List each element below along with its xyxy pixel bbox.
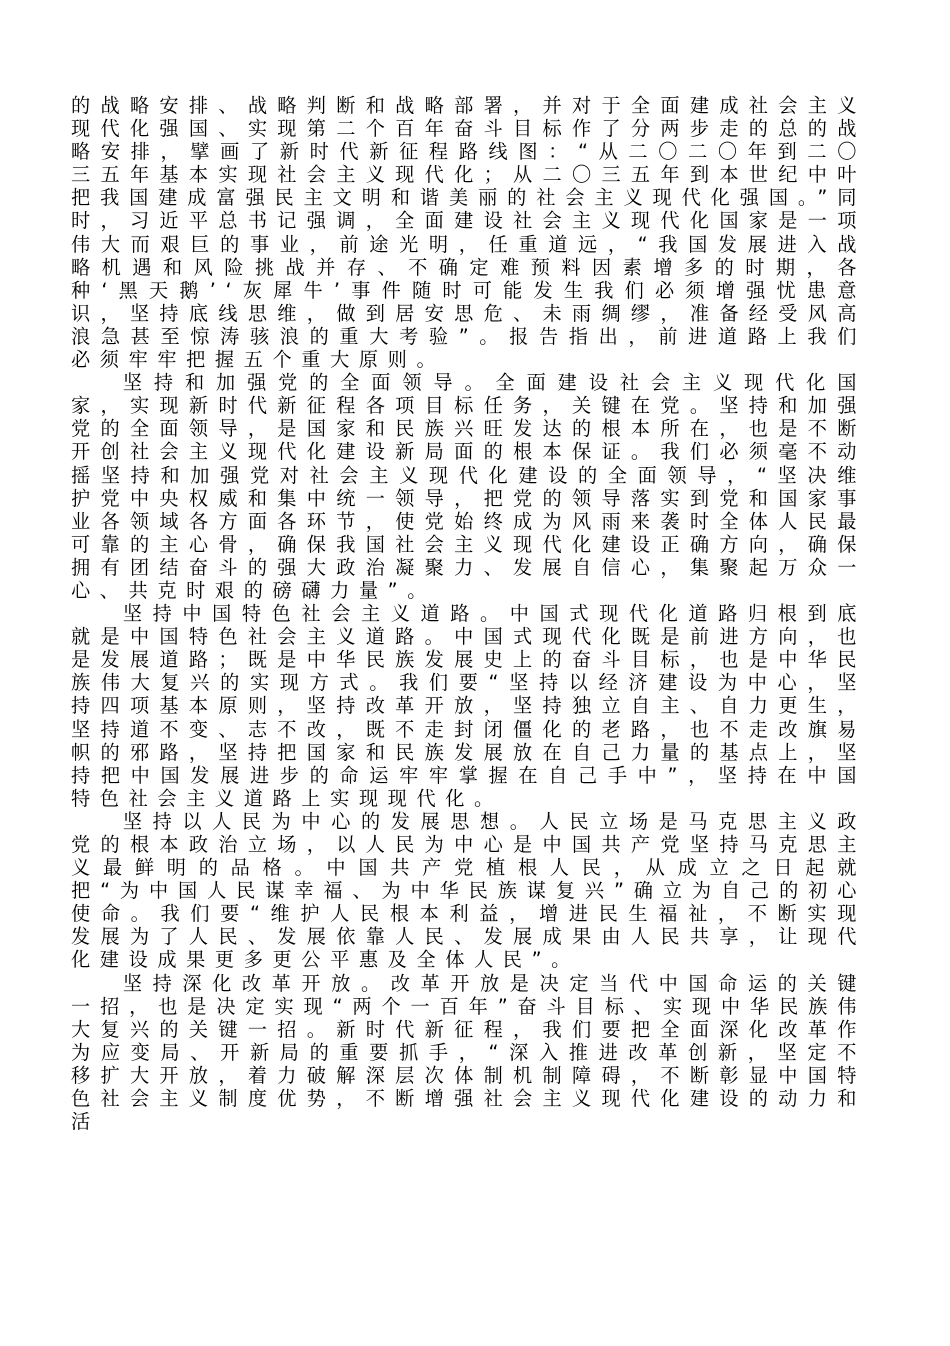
paragraph-socialist-road: 坚持中国特色社会主义道路。中国式现代化道路归根到底就是中国特色社会主义道路。中国式现代化既是前进方向，也是发展道路；既是中华民族发展史上的奋斗目标，也是中华民族伟大复兴的实现方式。我们要“坚持以经济建设为中心，坚持四项基本原则，坚持改革开放，坚持独立自主、自力更生，坚持道不变、志不改，既不走封闭僵化的老路，也不走改旗易帜的邪路，坚持把国家和民族发展放在自己力量的基点上，坚持把中国发展进步的命运牢牢掌握在自己手中”，坚持在中国特色社会主义道路上实现现代化。	[71, 602, 866, 810]
paragraph-strategic-arrangement: 的战略安排、战略判断和战略部署，并对于全面建成社会主义现代化强国、实现第二个百年奋斗目标作了分两步走的总的战略安排，擘画了新时代新征程路线图：“从二〇二〇年到二〇三五年基本实现社会主义现代化；从二〇三五年到本世纪中叶把我国建成富强民主文明和谐美丽的社会主义现代化强国。”同时，习近平总书记强调，全面建设社会主义现代化国家是一项伟大而艰巨的事业，前途光明，任重道远，“我国发展进入战略机遇和风险挑战并存、不确定难预料因素增多的时期，各种‘黑天鹅’‘灰犀牛’事件随时可能发生我们必须增强忧患意识，坚持底线思维，做到居安思危、未雨绸缪，准备经受风高浪急甚至惊涛骇浪的重大考验”。报告指出，前进道路上我们必须牢牢把握五个重大原则。	[71, 94, 866, 372]
paragraph-people-centered: 坚持以人民为中心的发展思想。人民立场是马克思主义政党的根本政治立场，以人民为中心是中国共产党坚持马克思主义最鲜明的品格。中国共产党植根人民，从成立之日起就把“为中国人民谋幸福、为中华民族谋复兴”确立为自己的初心使命。我们要“维护人民根本利益，增进民生福祉，不断实现发展为了人民、发展依靠人民、发展成果由人民共享，让现代化建设成果更多更公平惠及全体人民”。	[71, 809, 866, 972]
paragraph-party-leadership: 坚持和加强党的全面领导。全面建设社会主义现代化国家，实现新时代新征程各项目标任务，关键在党。坚持和加强党的全面领导，是国家和民族兴旺发达的根本所在，也是不断开创社会主义现代化建设新局面的根本保证。我们必须毫不动摇坚持和加强党对社会主义现代化建设的全面领导，“坚决维护党中央权威和集中统一领导，把党的领导落实到党和国家事业各领域各方面各环节，使党始终成为风雨来袭时全体人民最可靠的主心骨，确保我国社会主义现代化建设正确方向，确保拥有团结奋斗的强大政治凝聚力、发展自信心，集聚起万众一心、共克时艰的磅礴力量”。	[71, 371, 866, 602]
document-page	[71, 94, 866, 1133]
paragraph-reform-opening: 坚持深化改革开放。改革开放是决定当代中国命运的关键一招，也是决定实现“两个一百年”奋斗目标、实现中华民族伟大复兴的关键一招。新时代新征程，我们要把全面深化改革作为应变局、开新局的重要抓手，“深入推进改革创新，坚定不移扩大开放，着力破解深层次体制机制障碍，不断彰显中国特色社会主义制度优势，不断增强社会主义现代化建设的动力和活	[71, 971, 866, 1134]
